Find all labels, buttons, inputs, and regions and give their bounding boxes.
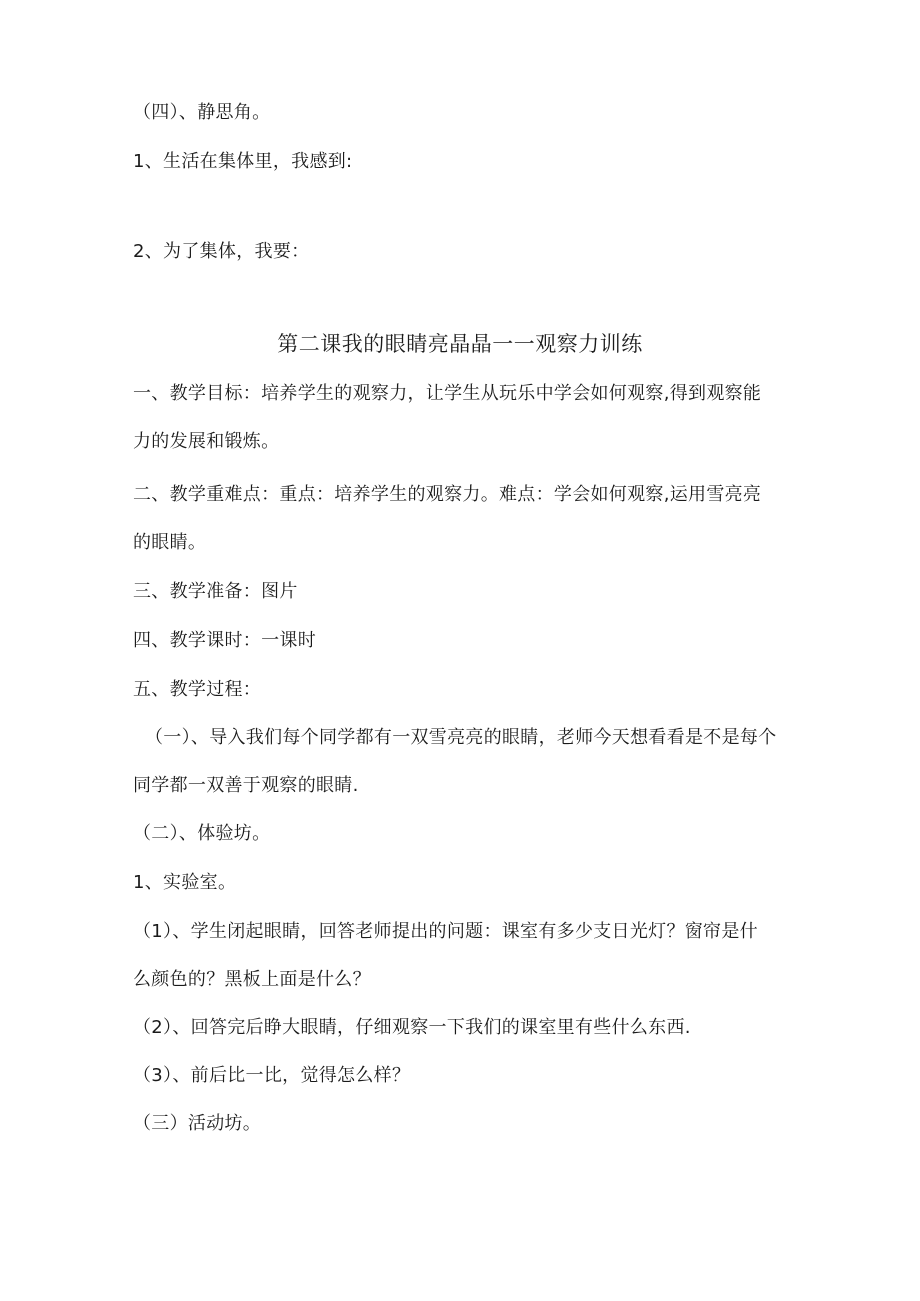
reflection-item-2: 2、为了集体，我要： bbox=[133, 241, 310, 262]
lab-heading: 1、实验室。 bbox=[133, 872, 237, 893]
step-3: （3）、前后比一比，觉得怎么样？ bbox=[133, 1065, 411, 1086]
step-1-line-2: 么颜色的？黑板上面是什么？ bbox=[133, 969, 371, 990]
lesson-title: 第二课我的眼睛亮晶晶一一观察力训练 bbox=[277, 332, 643, 356]
reflection-item-1: 1、生活在集体里，我感到: bbox=[133, 151, 353, 172]
process-heading: 五、教学过程： bbox=[133, 679, 262, 700]
section-four-heading: （四）、静思角。 bbox=[133, 102, 271, 123]
key-points-line-1: 二、教学重难点：重点：培养学生的观察力。难点：学会如何观察,运用雪亮亮 bbox=[133, 484, 762, 505]
intro-line-2: 同学都一双善于观察的眼睛. bbox=[133, 775, 359, 796]
key-points-line-2: 的眼睛。 bbox=[133, 532, 207, 553]
activity-heading: （三）活动坊。 bbox=[133, 1113, 262, 1134]
step-1-line-1: （1）、学生闭起眼睛，回答老师提出的问题：课室有多少支日光灯？窗帘是什 bbox=[133, 921, 758, 942]
experience-heading: （二）、体验坊。 bbox=[133, 823, 271, 844]
objectives-line-2: 力的发展和锻炼。 bbox=[133, 431, 280, 452]
class-hours: 四、教学课时：一课时 bbox=[133, 630, 316, 651]
preparation: 三、教学准备：图片 bbox=[133, 581, 298, 602]
step-2: （2）、回答完后睁大眼睛，仔细观察一下我们的课室里有些什么东西. bbox=[133, 1017, 691, 1038]
intro-line-1: （一）、导入我们每个同学都有一双雪亮亮的眼睛，老师今天想看看是不是每个 bbox=[145, 727, 777, 748]
objectives-line-1: 一、教学目标：培养学生的观察力，让学生从玩乐中学会如何观察,得到观察能 bbox=[133, 383, 762, 404]
